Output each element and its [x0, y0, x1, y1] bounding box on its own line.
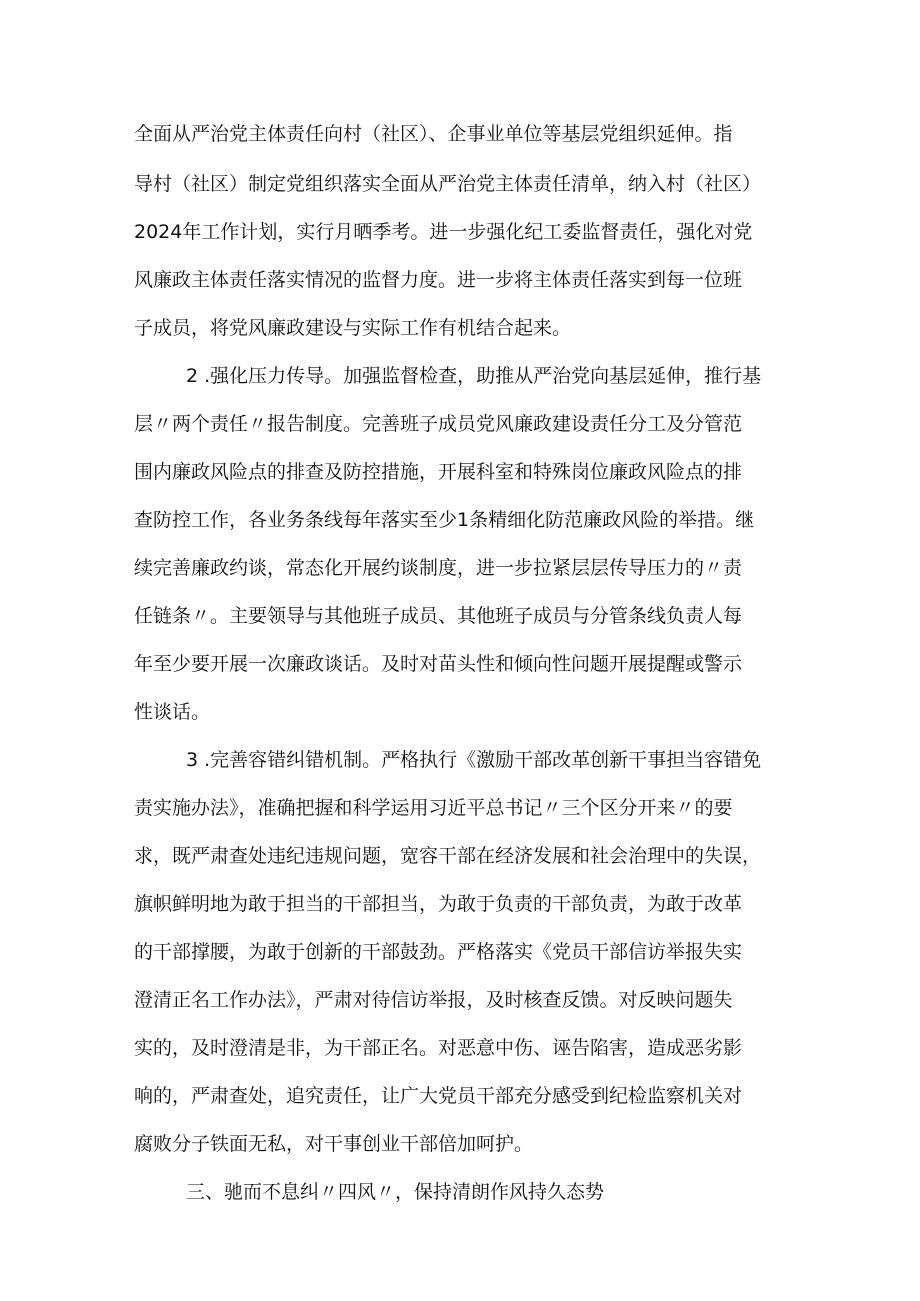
line-text: 风廉政主体责任落实情况的监督力度。进一步将主体责任落实到每一位班: [134, 269, 743, 291]
line-text: 年至少要开展一次廉政谈话。及时对苗头性和倾向性问题开展提醒或警示: [134, 653, 743, 675]
line-text: 任链条〃。主要领导与其他班子成员、其他班子成员与分管条线负责人每: [134, 605, 743, 627]
section-heading: 三、驰而不息纠〃四风〃，保持清朗作风持久态势: [186, 1181, 605, 1203]
line-text: 全面从严治党主体责任向村（社区）、企事业单位等基层党组织延伸。指: [134, 123, 733, 145]
line-text: 查防控工作，各业务条线每年落实至少1条精细化防范廉政风险的举措。继: [134, 509, 755, 531]
line-text: 性谈话。: [134, 701, 211, 723]
line-text: 实的，及时澄清是非，为干部正名。对恶意中伤、诬告陷害，造成恶劣影: [134, 1037, 743, 1059]
paragraph-heading: 3 .完善容错纠错机制。严格执行《激励干部改革创新干事担当容错免: [186, 749, 762, 771]
line-text: 求，既严肃查处违纪违规问题，宽容干部在经济发展和社会治理中的失误，: [134, 845, 762, 867]
line-text: 响的，严肃查处，追究责任，让广大党员干部充分感受到纪检监察机关对: [134, 1085, 743, 1107]
line-text: 澄清正名工作办法》，严肃对待信访举报，及时核查反馈。对反映问题失: [134, 989, 733, 1011]
line-text: 子成员，将党风廉政建设与实际工作有机结合起来。: [134, 317, 572, 339]
line-text: 腐败分子铁面无私，对干事创业干部倍加呵护。: [134, 1133, 534, 1155]
line-text: 旗帜鲜明地为敢于担当的干部担当，为敢于负责的干部负责，为敢于改革: [134, 893, 743, 915]
line-text: 2024年工作计划，实行月晒季考。进一步强化纪工委监督责任，强化对党: [134, 221, 753, 243]
paragraph-heading: 2 .强化压力传导。加强监督检查，助推从严治党向基层延伸，推行基: [186, 365, 762, 387]
line-text: 责实施办法》，准确把握和科学运用习近平总书记〃三个区分开来〃的要: [134, 797, 733, 819]
line-text: 围内廉政风险点的排查及防控措施，开展科室和特殊岗位廉政风险点的排: [134, 461, 743, 483]
line-text: 的干部撑腰，为敢于创新的干部鼓劲。严格落实《党员干部信访举报失实: [134, 941, 743, 963]
line-text: 导村（社区）制定党组织落实全面从严治党主体责任清单，纳入村（社区）: [134, 173, 762, 195]
line-text: 层〃两个责任〃报告制度。完善班子成员党风廉政建设责任分工及分管范: [134, 413, 743, 435]
line-text: 续完善廉政约谈，常态化开展约谈制度，进一步拉紧层层传导压力的〃责: [134, 557, 743, 579]
